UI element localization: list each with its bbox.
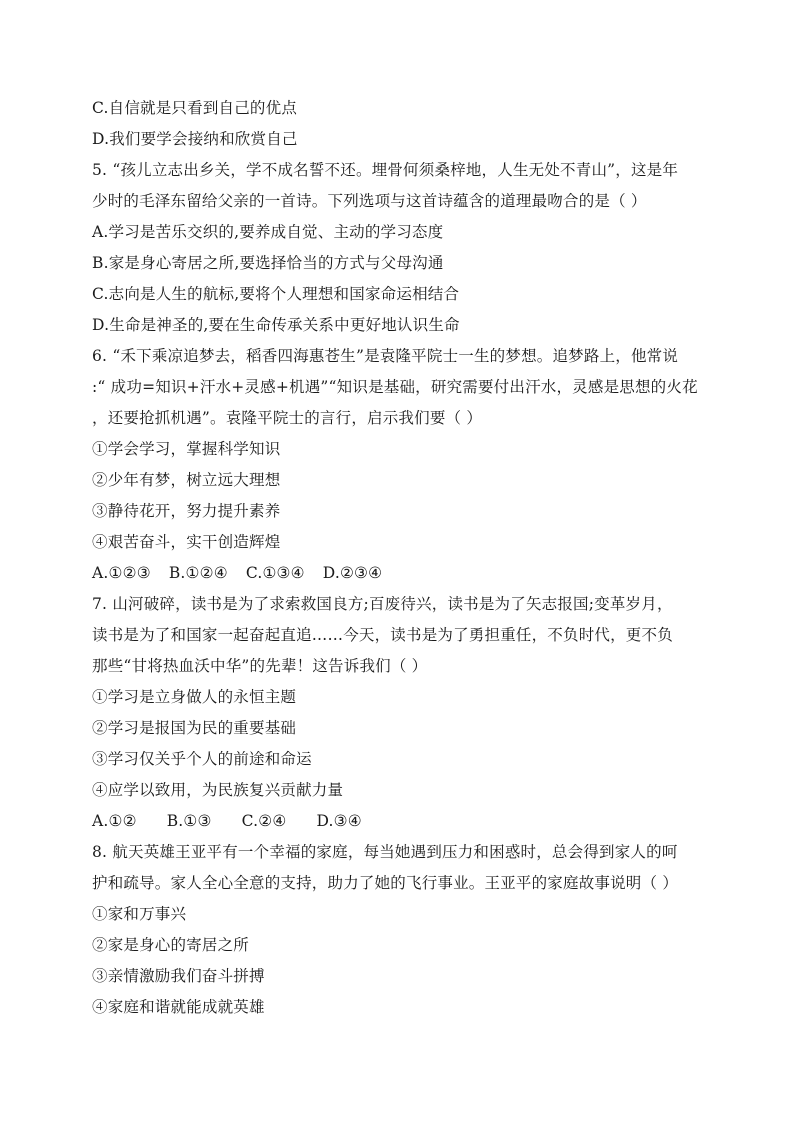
q7-option-a: A.①②: [92, 812, 137, 830]
q6-option-a: A.①②③: [92, 564, 151, 582]
document-page: [92, 93, 704, 1023]
q6-stem-line-3: ，还要抢抓机遇”。袁隆平院士的言行，启示我们要（ ）: [92, 409, 483, 427]
q7-statement-1: ①学习是立身做人的永恒主题: [92, 688, 297, 706]
q5-option-a: A.学习是苦乐交织的,要养成自觉、主动的学习态度: [92, 223, 444, 241]
q7-statement-4: ④应学以致用，为民族复兴贡献力量: [92, 781, 344, 799]
q6-option-c: C.①③④: [245, 564, 305, 582]
q5-option-b: B.家是身心寄居之所,要选择恰当的方式与父母沟通: [92, 254, 444, 272]
q5-stem-line-1: 5. “孩儿立志出乡关，学不成名誓不还。埋骨何须桑梓地，人生无处不青山”，这是年: [92, 161, 679, 179]
q8-stem-line-2: 护和疏导。家人全心全意的支持，助力了她的飞行事业。王亚平的家庭故事说明（ ）: [92, 874, 679, 892]
q6-options: [92, 558, 704, 589]
q7-stem-line-1: 7. 山河破碎，读书是为了求索救国良方;百废待兴，读书是为了矢志报国;变革岁月，: [92, 595, 673, 613]
q5-stem-line-2: 少时的毛泽东留给父亲的一首诗。下列选项与这首诗蕴含的道理最吻合的是（ ）: [92, 192, 647, 210]
q5-option-d: D.生命是神圣的,要在生命传承关系中更好地认识生命: [92, 316, 460, 334]
q7-option-d: D.③④: [316, 812, 362, 830]
q6-statement-3: ③静待花开，努力提升素养: [92, 502, 281, 520]
q5-option-c: C.志向是人生的航标,要将个人理想和国家命运相结合: [92, 285, 460, 303]
q7-stem-line-3: 那些“甘将热血沃中华”的先辈！这告诉我们（ ）: [92, 657, 428, 675]
q8-stem-line-1: 8. 航天英雄王亚平有一个幸福的家庭，每当她遇到压力和困惑时，总会得到家人的呵: [92, 843, 678, 861]
q6-option-d: D.②③④: [322, 564, 383, 582]
q7-option-b: B.①③: [166, 812, 212, 830]
q8-statement-2: ②家是身心的寄居之所: [92, 936, 250, 954]
q8-statement-3: ③亲情激励我们奋斗拼搏: [92, 967, 265, 985]
q7-statement-3: ③学习仅关乎个人的前途和命运: [92, 750, 312, 768]
q4-option-d: D.我们要学会接纳和欣赏自己: [92, 130, 298, 148]
q4-option-c: C.自信就是只看到自己的优点: [92, 99, 298, 117]
q6-stem-line-2: :“ 成功=知识+汗水+灵感+机遇”“知识是基础，研究需要付出汗水，灵感是思想的火花: [92, 378, 698, 396]
q7-option-c: C.②④: [241, 812, 287, 830]
q6-statement-1: ①学会学习，掌握科学知识: [92, 440, 281, 458]
q7-statement-2: ②学习是报国为民的重要基础: [92, 719, 297, 737]
q8-statement-1: ①家和万事兴: [92, 905, 187, 923]
q7-options: [92, 806, 704, 837]
q7-stem-line-2: 读书是为了和国家一起奋起直追……今天，读书是为了勇担重任，不负时代，更不负: [92, 626, 673, 644]
q6-statement-2: ②少年有梦，树立远大理想: [92, 471, 281, 489]
q6-stem-line-1: 6. “禾下乘凉追梦去，稻香四海惠苍生”是袁隆平院士一生的梦想。追梦路上，他常说: [92, 347, 679, 365]
q8-statement-4: ④家庭和谐就能成就英雄: [92, 998, 265, 1016]
q6-option-b: B.①②④: [168, 564, 228, 582]
q6-statement-4: ④艰苦奋斗，实干创造辉煌: [92, 533, 281, 551]
